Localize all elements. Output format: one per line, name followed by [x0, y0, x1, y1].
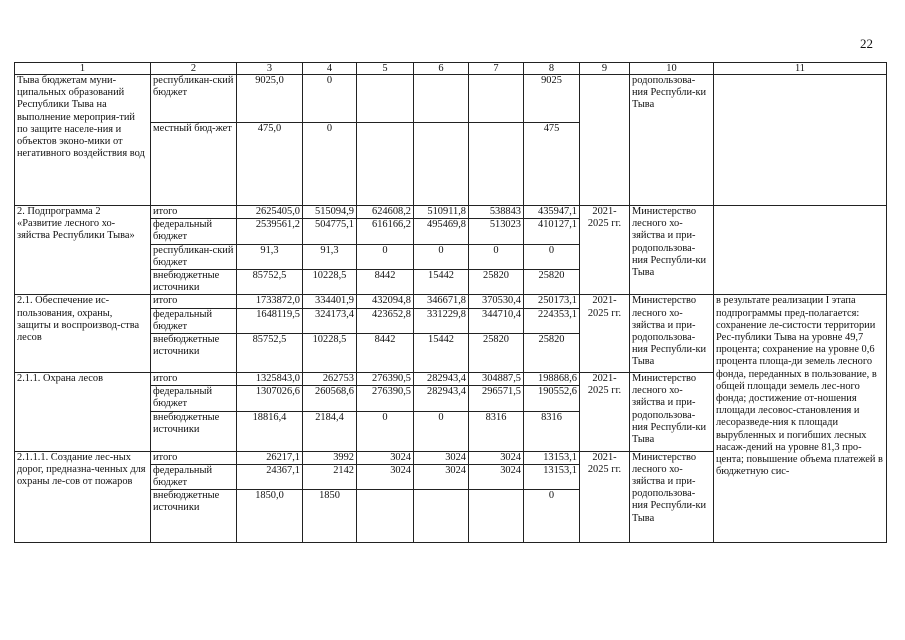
amount-cell [414, 123, 469, 206]
funding-source-cell: итого [151, 373, 237, 386]
amount-cell [469, 75, 524, 123]
page-number: 22 [860, 36, 873, 51]
amount-cell: 91,3 [303, 244, 357, 269]
measure-name-cell: 2.1. Обеспечение ис-пользования, охраны, защиты и воспроизвод-ства лесов [15, 295, 151, 373]
amount-cell: 1850 [303, 490, 357, 543]
amount-cell: 262753 [303, 373, 357, 386]
amount-cell: 3024 [357, 464, 414, 489]
amount-cell: 0 [414, 411, 469, 451]
funding-source-cell: федеральный бюджет [151, 464, 237, 489]
amount-cell: 13153,1 [524, 451, 580, 464]
amount-cell: 435947,1 [524, 206, 580, 219]
amount-cell: 9025,0 [237, 75, 303, 123]
amount-cell: 10228,5 [303, 334, 357, 373]
amount-cell: 0 [303, 123, 357, 206]
amount-cell: 0 [469, 244, 524, 269]
column-number: 2 [151, 63, 237, 75]
amount-cell: 304887,5 [469, 373, 524, 386]
amount-cell: 616166,2 [357, 219, 414, 244]
amount-cell: 1733872,0 [237, 295, 303, 308]
responsible-cell: родопользова-ния Республи-ки Тыва [630, 75, 714, 206]
funding-source-cell: внебюджетные источники [151, 490, 237, 543]
amount-cell [469, 490, 524, 543]
measure-name-cell: 2. Подпрограмма 2 «Развитие лесного хо-зяйства Республики Тыва» [15, 206, 151, 295]
amount-cell [357, 490, 414, 543]
column-number: 9 [580, 63, 630, 75]
column-number: 6 [414, 63, 469, 75]
amount-cell: 344710,4 [469, 308, 524, 333]
amount-cell: 25820 [524, 334, 580, 373]
amount-cell: 1307026,6 [237, 386, 303, 411]
amount-cell: 3024 [414, 451, 469, 464]
amount-cell: 1648119,5 [237, 308, 303, 333]
amount-cell: 432094,8 [357, 295, 414, 308]
amount-cell: 10228,5 [303, 270, 357, 295]
amount-cell: 0 [357, 411, 414, 451]
funding-source-cell: внебюджетные источники [151, 411, 237, 451]
amount-cell [357, 123, 414, 206]
amount-cell: 2539561,2 [237, 219, 303, 244]
amount-cell: 515094,9 [303, 206, 357, 219]
amount-cell: 85752,5 [237, 270, 303, 295]
column-number: 11 [714, 63, 887, 75]
amount-cell: 331229,8 [414, 308, 469, 333]
amount-cell: 2142 [303, 464, 357, 489]
amount-cell: 26217,1 [237, 451, 303, 464]
amount-cell: 0 [414, 244, 469, 269]
amount-cell: 0 [357, 244, 414, 269]
column-number: 4 [303, 63, 357, 75]
column-number: 7 [469, 63, 524, 75]
column-number: 3 [237, 63, 303, 75]
amount-cell [469, 123, 524, 206]
responsible-cell: Министерство лесного хо-зяйства и при-родопользова-ния Республи-ки Тыва [630, 295, 714, 373]
amount-cell: 0 [303, 75, 357, 123]
period-cell [580, 75, 630, 206]
result-cell [714, 206, 887, 295]
amount-cell: 0 [524, 244, 580, 269]
amount-cell: 410127,1 [524, 219, 580, 244]
amount-cell: 85752,5 [237, 334, 303, 373]
funding-source-cell: республикан-ский бюджет [151, 244, 237, 269]
funding-source-cell: федеральный бюджет [151, 386, 237, 411]
budget-table [14, 62, 887, 543]
measure-name-cell: 2.1.1.1. Создание лес-ных дорог, предназна-ченных для охраны ле-сов от пожаров [15, 451, 151, 543]
amount-cell: 370530,4 [469, 295, 524, 308]
amount-cell: 624608,2 [357, 206, 414, 219]
amount-cell [414, 490, 469, 543]
funding-source-cell: местный бюд-жет [151, 123, 237, 206]
result-cell [714, 75, 887, 206]
amount-cell: 2184,4 [303, 411, 357, 451]
period-cell: 2021-2025 гг. [580, 373, 630, 452]
funding-source-cell: республикан-ский бюджет [151, 75, 237, 123]
amount-cell: 475 [524, 123, 580, 206]
amount-cell: 8316 [469, 411, 524, 451]
funding-source-cell: внебюджетные источники [151, 270, 237, 295]
amount-cell: 8316 [524, 411, 580, 451]
period-cell: 2021-2025 гг. [580, 295, 630, 373]
amount-cell: 495469,8 [414, 219, 469, 244]
amount-cell: 1325843,0 [237, 373, 303, 386]
amount-cell: 0 [524, 490, 580, 543]
measure-name-cell: Тыва бюджетам муни-ципальных образований Республики Тыва на выполнение мероприя-тий по защите населе-ния и объектов эконо-мики от негативного воздействия вод [15, 75, 151, 206]
column-number-row [15, 63, 887, 75]
column-number: 5 [357, 63, 414, 75]
amount-cell: 538843 [469, 206, 524, 219]
amount-cell: 2625405,0 [237, 206, 303, 219]
funding-source-cell: итого [151, 206, 237, 219]
result-cell: в результате реализации I этапа подпрограммы пред-полагается: сохранение ле-систости территории Рес-публики Тыва на уровне 49,7 процента; сохранение на уровне 0,6 процента площа-ди земель лесного фонда, переданных в пользование, в общей площади земель лес-ного фонда; достижение от-ношения площади лесовос-становления и лесоразведе-ния к площади вырубленных и погибших лесных насаж-дений на уровне 81,3 про-цента; повышение объема платежей в бюджетную сис- [714, 295, 887, 543]
amount-cell: 510911,8 [414, 206, 469, 219]
funding-source-cell: федеральный бюджет [151, 219, 237, 244]
funding-source-cell: федеральный бюджет [151, 308, 237, 333]
amount-cell: 190552,6 [524, 386, 580, 411]
funding-source-cell: внебюджетные источники [151, 334, 237, 373]
amount-cell: 504775,1 [303, 219, 357, 244]
amount-cell: 475,0 [237, 123, 303, 206]
column-number: 10 [630, 63, 714, 75]
period-cell: 2021-2025 гг. [580, 206, 630, 295]
table-row [15, 75, 887, 123]
amount-cell: 3024 [414, 464, 469, 489]
amount-cell: 346671,8 [414, 295, 469, 308]
responsible-cell: Министерство лесного хо-зяйства и при-родопользова-ния Республи-ки Тыва [630, 373, 714, 452]
funding-source-cell: итого [151, 451, 237, 464]
responsible-cell: Министерство лесного хо-зяйства и при-родопользова-ния Республи-ки Тыва [630, 451, 714, 543]
amount-cell: 513023 [469, 219, 524, 244]
amount-cell: 24367,1 [237, 464, 303, 489]
amount-cell: 3024 [469, 464, 524, 489]
amount-cell: 250173,1 [524, 295, 580, 308]
amount-cell: 15442 [414, 270, 469, 295]
amount-cell: 8442 [357, 334, 414, 373]
funding-source-cell: итого [151, 295, 237, 308]
amount-cell: 8442 [357, 270, 414, 295]
amount-cell: 324173,4 [303, 308, 357, 333]
amount-cell: 25820 [524, 270, 580, 295]
amount-cell: 276390,5 [357, 386, 414, 411]
amount-cell: 224353,1 [524, 308, 580, 333]
amount-cell: 3024 [469, 451, 524, 464]
column-number: 1 [15, 63, 151, 75]
period-cell: 2021-2025 гг. [580, 451, 630, 543]
amount-cell: 296571,5 [469, 386, 524, 411]
column-number: 8 [524, 63, 580, 75]
amount-cell: 91,3 [237, 244, 303, 269]
amount-cell: 334401,9 [303, 295, 357, 308]
table-row [15, 295, 887, 308]
amount-cell: 276390,5 [357, 373, 414, 386]
amount-cell [357, 75, 414, 123]
amount-cell: 282943,4 [414, 373, 469, 386]
amount-cell: 423652,8 [357, 308, 414, 333]
amount-cell: 25820 [469, 270, 524, 295]
measure-name-cell: 2.1.1. Охрана лесов [15, 373, 151, 452]
amount-cell: 3024 [357, 451, 414, 464]
responsible-cell: Министерство лесного хо-зяйства и при-родопользова-ния Республи-ки Тыва [630, 206, 714, 295]
amount-cell: 13153,1 [524, 464, 580, 489]
amount-cell: 1850,0 [237, 490, 303, 543]
amount-cell: 282943,4 [414, 386, 469, 411]
amount-cell: 9025 [524, 75, 580, 123]
amount-cell [414, 75, 469, 123]
amount-cell: 18816,4 [237, 411, 303, 451]
amount-cell: 3992 [303, 451, 357, 464]
amount-cell: 260568,6 [303, 386, 357, 411]
table-row [15, 206, 887, 219]
amount-cell: 15442 [414, 334, 469, 373]
amount-cell: 25820 [469, 334, 524, 373]
amount-cell: 198868,6 [524, 373, 580, 386]
